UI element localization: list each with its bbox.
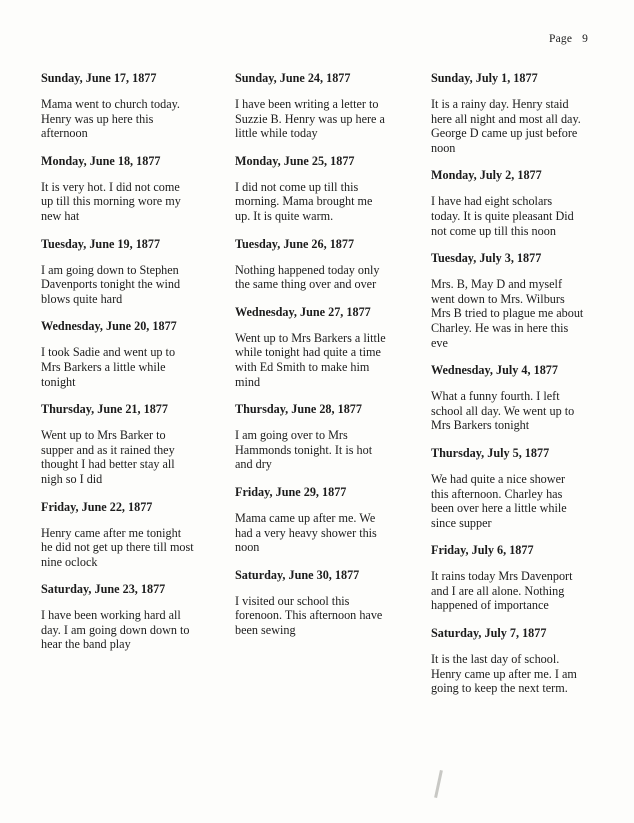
diary-entry xyxy=(431,626,599,696)
entry-text xyxy=(235,428,403,472)
entry-text-line: I am going over to Mrs xyxy=(235,428,348,443)
entry-text-line: Davenports tonight the wind xyxy=(41,277,181,292)
diary-entry xyxy=(41,319,209,389)
entry-text-line: he did not get up there till most xyxy=(41,540,194,555)
page-number xyxy=(549,33,588,45)
entry-date-heading: Thursday, June 21, 1877 xyxy=(41,402,168,417)
entry-text-line: Henry came up after me. I am xyxy=(431,666,577,681)
entry-text xyxy=(41,263,209,307)
entry-text-line: Mrs. B, May D and myself xyxy=(431,277,563,292)
entry-text-line: happened of importance xyxy=(431,598,549,613)
entry-text-line: been over here a little while xyxy=(431,501,567,516)
entry-text-line: and I are all alone. Nothing xyxy=(431,583,565,598)
entry-text-line: I did not come up till this xyxy=(235,179,359,194)
diary-column-3 xyxy=(431,71,599,709)
entry-text xyxy=(235,263,403,292)
diary-entry xyxy=(41,500,209,570)
entry-text-line: afternoon xyxy=(41,126,88,141)
entry-date-heading: Sunday, June 24, 1877 xyxy=(235,71,351,85)
entry-date-heading: Wednesday, June 20, 1877 xyxy=(41,319,177,334)
entry-text-line: I took Sadie and went up to xyxy=(41,345,176,360)
entry-text xyxy=(431,569,599,613)
diary-column-2 xyxy=(235,71,403,650)
entry-text xyxy=(41,345,209,389)
entry-text-line: Hammonds tonight. It is hot xyxy=(235,442,373,457)
entry-text-line: been sewing xyxy=(235,622,296,637)
entry-date-heading: Wednesday, June 27, 1877 xyxy=(235,304,371,319)
entry-text-line: little while today xyxy=(235,126,318,141)
entry-date-heading: Sunday, June 17, 1877 xyxy=(41,71,157,85)
entry-text-line: since supper xyxy=(431,515,492,530)
diary-entry xyxy=(431,543,599,613)
entry-text-line: thought I had better stay all xyxy=(41,457,175,472)
entry-text xyxy=(431,389,599,433)
entry-text xyxy=(235,331,403,389)
entry-text-line: had a very heavy shower this xyxy=(235,525,377,540)
entry-text-line: tonight xyxy=(41,374,76,389)
pencil-mark xyxy=(434,770,443,798)
diary-entry xyxy=(41,71,209,141)
entry-text-line: Mrs B tried to plague me about xyxy=(431,306,584,321)
entry-text xyxy=(431,652,599,696)
entry-text-line: day. I am going down down to xyxy=(41,622,190,637)
diary-entry xyxy=(431,251,599,350)
entry-text xyxy=(235,180,403,224)
entry-text-line: Mrs Barkers a little while xyxy=(41,359,166,374)
entry-date-heading: Sunday, July 1, 1877 xyxy=(431,71,538,85)
entry-text-line: up. It is quite warm. xyxy=(235,208,334,223)
entry-text-line: What a funny fourth. I left xyxy=(431,389,560,404)
diary-entry xyxy=(235,154,403,224)
entry-text-line: today. It is quite pleasant Did xyxy=(431,208,574,223)
entry-text xyxy=(431,97,599,155)
entry-text-line: noon xyxy=(431,140,456,155)
entry-date-heading: Saturday, June 30, 1877 xyxy=(235,567,360,582)
entry-text-line: We had quite a nice shower xyxy=(431,471,566,486)
entry-text-line: this afternoon. Charley has xyxy=(431,486,563,501)
entry-text-line: George D came up just before xyxy=(431,126,578,141)
entry-date-heading: Friday, July 6, 1877 xyxy=(431,543,534,558)
entry-text-line: I have been writing a letter to xyxy=(235,97,379,111)
entry-text xyxy=(235,511,403,555)
entry-date-heading: Saturday, July 7, 1877 xyxy=(431,626,547,641)
diary-entry xyxy=(431,363,599,433)
entry-text-line: not come up till this noon xyxy=(431,223,556,238)
entry-text-line: supper and as it rained they xyxy=(41,442,175,457)
entry-text xyxy=(431,472,599,530)
entry-text-line: Henry was up here this xyxy=(41,111,154,126)
diary-entry xyxy=(431,168,599,238)
entry-text-line: new hat xyxy=(41,208,80,223)
entry-text-line: It is the last day of school. xyxy=(431,652,560,667)
diary-entry xyxy=(235,237,403,292)
entry-text-line: going to keep the next term. xyxy=(431,681,568,696)
entry-date-heading: Friday, June 29, 1877 xyxy=(235,484,347,499)
entry-text xyxy=(235,594,403,638)
diary-column-1 xyxy=(41,71,209,665)
entry-text-line: Mrs Barkers tonight xyxy=(431,418,530,433)
entry-text-line: Mama went to church today. xyxy=(41,97,180,111)
entry-text-line: while tonight had quite a time xyxy=(235,345,381,360)
entry-date-heading: Tuesday, June 19, 1877 xyxy=(41,236,161,251)
entry-text-line: Charley. He was in here this xyxy=(431,320,569,335)
entry-text-line: Suzzie B. Henry was up here a xyxy=(235,111,385,126)
entry-text-line: went down to Mrs. Wilburs xyxy=(431,291,565,306)
entry-text xyxy=(235,97,403,141)
entry-text-line: mind xyxy=(235,374,261,389)
entry-text-line: school all day. We went up to xyxy=(431,403,575,418)
entry-text-line: It is a rainy day. Henry staid xyxy=(431,97,569,111)
diary-entry xyxy=(41,237,209,307)
entry-text-line: hear the band play xyxy=(41,637,131,652)
diary-entry xyxy=(235,485,403,555)
entry-text-line: Mama came up after me. We xyxy=(235,510,376,525)
entry-text-line: Went up to Mrs Barker to xyxy=(41,428,166,443)
diary-entry xyxy=(41,154,209,224)
diary-entry xyxy=(41,582,209,652)
entry-text-line: up till this morning wore my xyxy=(41,194,181,209)
diary-entry xyxy=(235,71,403,141)
diary-entry xyxy=(431,71,599,155)
entry-text-line: with Ed Smith to make him xyxy=(235,359,370,374)
entry-text xyxy=(431,277,599,350)
entry-text-line: nigh so I did xyxy=(41,471,103,486)
entry-text-line: Went up to Mrs Barkers a little xyxy=(235,330,386,345)
entry-text-line: I have had eight scholars xyxy=(431,194,553,209)
entry-text-line: It is very hot. I did not come xyxy=(41,179,180,194)
entry-text-line: blows quite hard xyxy=(41,291,123,306)
entry-text-line: It rains today Mrs Davenport xyxy=(431,569,573,584)
entry-text-line: Nothing happened today only xyxy=(235,262,380,277)
entry-text-line: the same thing over and over xyxy=(235,277,377,292)
entry-text-line: and dry xyxy=(235,457,272,472)
diary-entry xyxy=(235,402,403,472)
entry-text xyxy=(41,608,209,652)
entry-date-heading: Thursday, July 5, 1877 xyxy=(431,445,550,460)
entry-text-line: morning. Mama brought me xyxy=(235,194,373,209)
entry-text xyxy=(41,526,209,570)
entry-date-heading: Tuesday, July 3, 1877 xyxy=(431,251,542,266)
diary-entry xyxy=(235,568,403,638)
entry-date-heading: Thursday, June 28, 1877 xyxy=(235,402,362,417)
entry-text-line: noon xyxy=(235,540,260,555)
entry-date-heading: Monday, June 18, 1877 xyxy=(41,153,161,168)
entry-date-heading: Monday, July 2, 1877 xyxy=(431,168,542,183)
entry-date-heading: Friday, June 22, 1877 xyxy=(41,499,153,514)
entry-text-line: here all night and most all day. xyxy=(431,111,581,126)
entry-text-line: I am going down to Stephen xyxy=(41,262,179,277)
diary-entry xyxy=(431,446,599,530)
entry-text xyxy=(41,428,209,486)
entry-text xyxy=(431,194,599,238)
entry-text-line: Henry came after me tonight xyxy=(41,525,182,540)
entry-text-line: nine oclock xyxy=(41,554,98,569)
entry-text-line: forenoon. This afternoon have xyxy=(235,608,383,623)
entry-text-line: eve xyxy=(431,335,448,350)
entry-text-line: I visited our school this xyxy=(235,593,350,608)
entry-text xyxy=(41,97,209,141)
entry-date-heading: Saturday, June 23, 1877 xyxy=(41,582,166,597)
entry-text-line: I have been working hard all xyxy=(41,608,181,623)
diary-entry xyxy=(41,402,209,486)
entry-date-heading: Wednesday, July 4, 1877 xyxy=(431,363,558,378)
entry-date-heading: Monday, June 25, 1877 xyxy=(235,153,355,168)
page-number-value: 9 xyxy=(582,33,589,45)
diary-entry xyxy=(235,305,403,389)
page-label: Page xyxy=(549,33,573,45)
entry-date-heading: Tuesday, June 26, 1877 xyxy=(235,236,355,251)
entry-text xyxy=(41,180,209,224)
